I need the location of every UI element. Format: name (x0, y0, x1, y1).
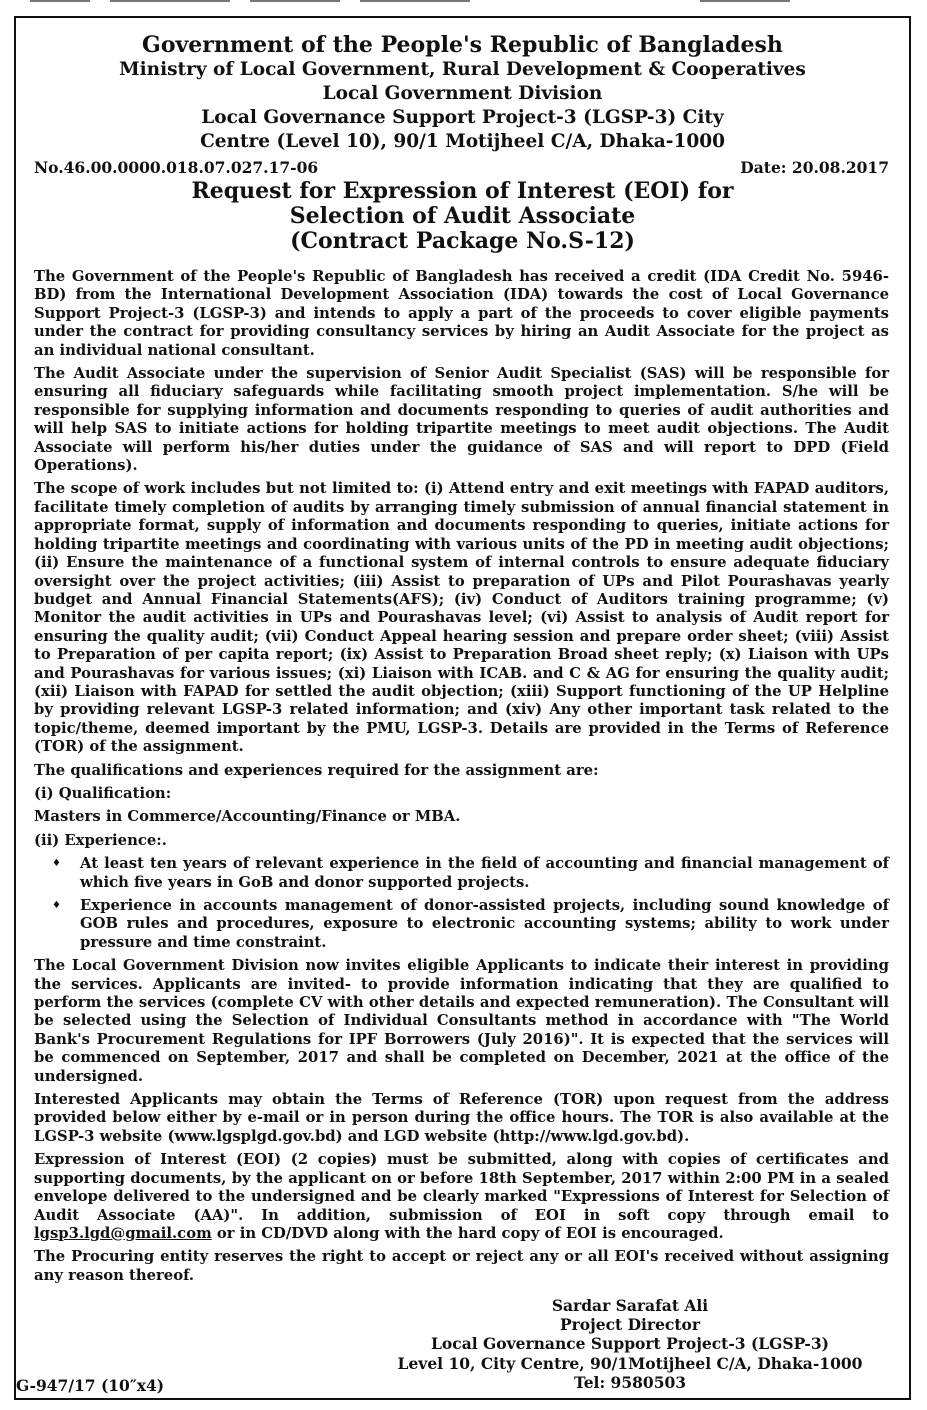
division-name: Local Government Division (322, 83, 603, 104)
bullet-diamond-icon: ♦ (52, 900, 61, 911)
signature-block (380, 1296, 880, 1392)
experience-heading: (ii) Experience:. (34, 831, 167, 849)
ministry-name: Ministry of Local Government, Rural Development & Cooperatives (119, 59, 806, 80)
government-name: Government of the People's Republic of Bangladesh (142, 32, 783, 58)
submission-text-end: or in CD/DVD along with the hard copy of EOI is encouraged. (211, 1224, 724, 1242)
reference-row (16, 158, 909, 177)
paragraph-invitation: The Local Government Division now invites eligible Applicants to indicate their interest in providing the services. Applicants are invited- to provide information indicating that they are qualified to perform the services (complete CV with other details and expected remuneration). The Consultant will be selected using the Selection of Individual Consultants method in accordance with "The World Bank's Procurement Regulations for IPF Borrowers (July 2016)". It is expected that the services will be commenced on September, 2017 and shall be completed on December, 2021 at the office of the undersigned. (34, 957, 889, 1085)
paragraph-tor: Interested Applicants may obtain the Terms of Reference (TOR) upon request from the address provided below either by e-mail or in person during the office hours. The TOR is also available at the LGSP-3 website (www.lgsplgd.gov.bd) and LGD website (http://www.lgd.gov.bd). (34, 1091, 889, 1145)
office-address: Centre (Level 10), 90/1 Motijheel C/A, Dhaka-1000 (200, 131, 725, 152)
top-cropped-text-strip (0, 0, 927, 6)
notice-date: Date: 20.08.2017 (740, 158, 889, 177)
submission-text: Expression of Interest (EOI) (2 copies) must be submitted, along with copies of certificates and supporting documents, by the applicant on or before 18th September, 2017 within 2:00 PM in a sealed envelope delivered to the undersigned and be clearly marked "Expressions of Interest for Selection of Audit Associate (AA)". In addition, submission of EOI in soft copy through email to (34, 1151, 889, 1224)
signatory-project: Local Governance Support Project-3 (LGSP-3) (431, 1334, 829, 1354)
letterhead (16, 32, 909, 154)
notice-body (16, 268, 909, 1285)
paragraph-scope: The scope of work includes but not limited to: (i) Attend entry and exit meetings with FAPAD auditors, facilitate timely completion of audits by arranging timely submission of annual financial statement in appropriate format, supply of information and documents responding to queries, initiate actions for holding tripartite meetings and coordinating with various units of the PD in meeting audit objections; (ii) Ensure the maintenance of a functional system of internal controls to ensure adequate fiduciary oversight over the project activities; (iii) Assist to preparation of UPs and Pilot Pourashavas yearly budget and Annual Financial Statements(AFS); (iv) Conduct of Auditors training programme; (v) Monitor the audit activities in UPs and Pourashavas level; (vi) Assist to analysis of Audit report for ensuring the quality audit; (vii) Conduct Appeal hearing session and prepare order sheet; (viii) Assist to Preparation of per capita report; (ix) Assist to Preparation Broad sheet reply; (x) Liaison with UPs and Pourashavas for various issues; (xi) Liaison with ICAB. and C & AG for ensuring the quality audit; (xii) Liaison with FAPAD for settled the audit objection; (xiii) Support functioning of the UP Helpline by providing relevant LGSP-3 related information; and (xiv) Any other important task related to the topic/theme, deemed important by the PMU, LGSP-3. Details are provided in the Terms of Reference (TOR) of the assignment. (34, 480, 889, 756)
signatory-name: Sardar Sarafat Ali (551, 1296, 709, 1315)
paragraph-rights: The Procuring entity reserves the right to accept or reject any or all EOI's received without assigning any reason thereof. (34, 1248, 889, 1284)
paragraph-submission (34, 1151, 889, 1243)
project-name: Local Governance Support Project-3 (LGSP-3) City (201, 107, 724, 128)
qualification-text: Masters in Commerce/Accounting/Finance or MBA. (34, 808, 461, 826)
signatory-address: Level 10, City Centre, 90/1Motijheel C/A, Dhaka-1000 (397, 1353, 863, 1373)
qualification-heading: (i) Qualification: (34, 784, 172, 802)
experience-bullet-text: At least ten years of relevant experience in the field of accounting and financial management of which five years in GoB and donor supported projects. (80, 855, 889, 891)
experience-bullet-text: Experience in accounts management of donor-assisted projects, including sound knowledge of GOB rules and procedures, exposure to electronic accounting systems; ability to work under pressure and time constraint. (80, 897, 889, 951)
list-item (34, 855, 889, 892)
title-line-1: Request for Expression of Interest (EOI) for (191, 178, 734, 204)
signatory-designation: Project Director (559, 1315, 701, 1335)
paragraph-credit: The Government of the People's Republic of Bangladesh has received a credit (IDA Credit No. 5946-BD) from the International Development Association (IDA) towards the cost of Local Governance Support Project-3 (LGSP-3) and intends to apply a part of the proceeds to cover eligible payments under the contract for providing consultancy services by hiring an Audit Associate for the project as an individual national consultant. (34, 268, 889, 359)
list-item (34, 897, 889, 952)
advertisement-code: G-947/17 (10″x4) (16, 1376, 165, 1395)
advertisement-frame (14, 16, 911, 1400)
bullet-diamond-icon: ♦ (52, 858, 61, 870)
title-line-2: Selection of Audit Associate (289, 203, 636, 229)
qualification-intro: The qualifications and experiences required for the assignment are: (34, 761, 599, 779)
email-link[interactable]: lgsp3.lgd@gmail.com (34, 1224, 212, 1242)
title-line-3: (Contract Package No.S-12) (290, 228, 635, 254)
paragraph-role: The Audit Associate under the supervision of Senior Audit Specialist (SAS) will be responsible for ensuring all fiduciary safeguards while facilitating smooth project implementation. S/he will be responsible for supplying information and documents responding to queries of audit authorities and will help SAS to initiate actions for holding tripartite meetings to meet audit objections. The Audit Associate will perform his/her duties under the guidance of SAS and will report to DPD (Field Operations). (34, 365, 889, 475)
signatory-telephone: Tel: 9580503 (573, 1372, 687, 1392)
notice-title (16, 179, 909, 254)
reference-number: No.46.00.0000.018.07.027.17-06 (34, 158, 319, 177)
